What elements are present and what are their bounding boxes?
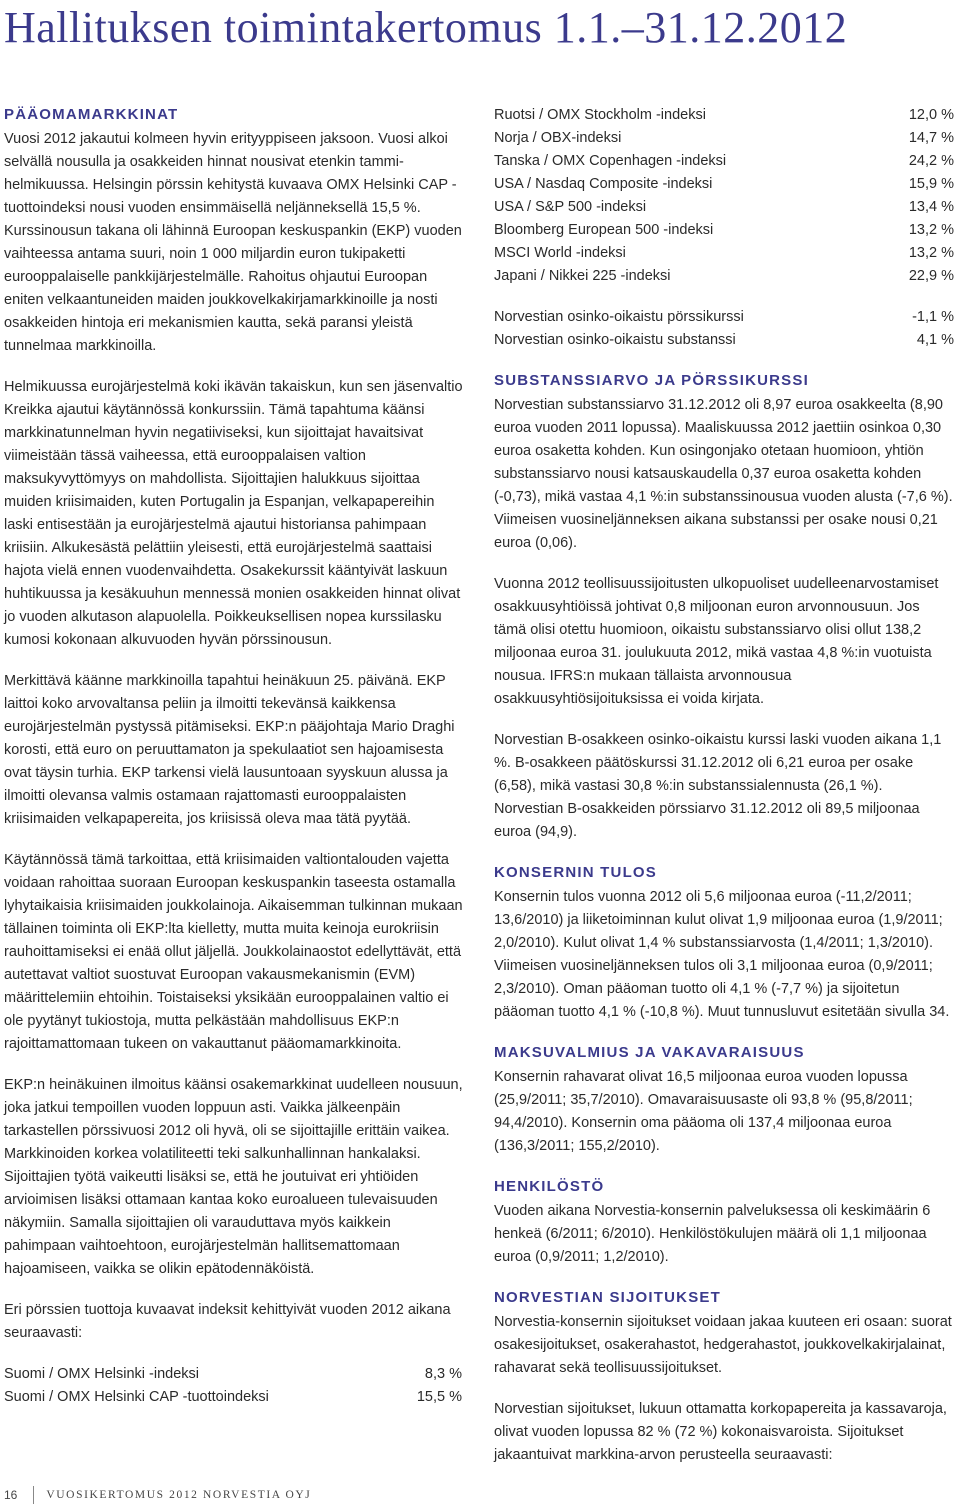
section-heading-liquidity: MAKSUVALMIUS JA VAKAVARAISUUS — [494, 1044, 805, 1061]
index-value: 13,2 % — [908, 245, 954, 261]
yield-row — [494, 306, 954, 329]
publication-name: VUOSIKERTOMUS 2012 NORVESTIA OYJ — [46, 1489, 312, 1501]
index-list-world — [494, 104, 954, 288]
index-label: Suomi / OMX Helsinki -indeksi — [4, 1366, 199, 1382]
index-label: Japani / Nikkei 225 -indeksi — [494, 268, 671, 284]
index-label: MSCI World -indeksi — [494, 245, 626, 261]
paragraph: Eri pörssien tuottoja kuvaavat indeksit kehittyivät vuoden 2012 aikana seuraavasti: — [4, 1302, 451, 1341]
index-value: 15,9 % — [908, 176, 954, 192]
footer-divider — [33, 1486, 34, 1504]
paragraph: Konsernin tulos vuonna 2012 oli 5,6 miljoonaa euroa (-11,2/2011; 13,6/2010) ja liiketoiminnan kulut olivat 1,9 miljoonaa euroa (1,9/2011; 2,0/2010). Kulut olivat 1,4 % substanssiarvosta (1,4/2011; 1,3/2010). Viimeisen vuosineljänneksen tulos oli 3,1 miljoonaa euroa (0,9/2011; 2,3/2010). Oman pääoman tuotto oli 4,1 % (-7,7 %) ja sijoitetun pääoman tuotto 4,1 % (-10,8 %). Muut tunnusluvut esitetään sivulla 34. — [494, 889, 950, 1020]
section-heading-capital-markets: PÄÄOMAMARKKINAT — [4, 106, 179, 123]
paragraph: Vuonna 2012 teollisuussijoitusten ulkopuoliset uudelleenarvostamiset osakkuusyhtiöissä johtivat 0,8 miljoonan euron arvonnousuun. Jos tämä olisi otettu huomioon, oikaistu substanssiarvo olisi ollut 138,2 miljoonaa euroa 31. joulukuuta 2012, mikä vastaa 4,8 %:in vuotuista nousua. IFRS:n mukaan tällaista arvonnousua osakkuusyhtiösijoituksissa ei voida kirjata. — [494, 576, 939, 707]
index-value: 13,4 % — [908, 199, 954, 215]
index-value: 22,9 % — [908, 268, 954, 284]
paragraph: Käytännössä tämä tarkoittaa, että kriisimaiden valtiontalouden vajetta voidaan rahoittaa suoraan Euroopan keskuspankin taseesta ostamalla lyhytaikaisia kriisimaiden joukkolainoja. Aikaisemman tulkinnan mukaan tällainen toiminta oli EKP:lta kielletty, mutta muita keinoja eurokriisin rauhoittamiseksi ei enää ollut jäljellä. Joukkolainaostot edellyttävät, että autettavat valtiot suostuvat Euroopan vakausmekanismin (EVM) määrittelemiin ehtoihin. Toistaiseksi yksikään eurooppalainen valtio ei ole pyytänyt tukiostoja, mutta pelkästään mahdollisuus EKP:n rajoittamattomaan tukeen on vakauttanut pääomamarkkinoita. — [4, 852, 463, 1052]
section-heading-group-result: KONSERNIN TULOS — [494, 864, 658, 881]
paragraph: EKP:n heinäkuinen ilmoitus käänsi osakemarkkinat uudelleen nousuun, joka jatkui tempoillen vuoden loppuun asti. Vaikka jälkeenpäin tarkastellen pörssivuosi 2012 oli hyvä, oli se sijoittajille erittäin vaikea. Markkinoiden korkea volatiliteetti teki salkunhallinnan hankalaksi. Sijoittajien työtä vaikeutti lisäksi se, että he joutuivat eri yhtiöiden arvioimisen lisäksi ottamaan kantaa koko euroalueen tulevaisuuden näkymiin. Samalla sijoittajien oli varauduttava myös kaikkein pahimpaan vaihtoehtoon, eurojärjestelmän hallitsemattomaan hajoamiseen, vaikka se olikin epätodennäköistä. — [4, 1077, 463, 1277]
index-row — [4, 1386, 462, 1409]
index-value: 8,3 % — [424, 1366, 462, 1382]
paragraph: Vuoden aikana Norvestia-konsernin palveluksessa oli keskimäärin 6 henkeä (6/2011; 6/2010). Henkilöstökulujen määrä oli 1,1 miljoonaa euroa (0,9/2011; 1,2/2010). — [494, 1203, 931, 1265]
yield-list — [494, 306, 954, 352]
section-heading-investments: NORVESTIAN SIJOITUKSET — [494, 1289, 721, 1306]
index-value: 13,2 % — [908, 222, 954, 238]
paragraph: Helmikuussa eurojärjestelmä koki ikävän takaiskun, kun sen jäsenvaltio Kreikka ajautui käytännössä konkurssiin. Tämä tapahtuma käänsi markkinatunnelman hyvin negatiiviseksi, kun sijoittajat havaitsivat viimeistään tässä vaiheessa, että eurooppalaisen valtion maksukyvyttömyys on mahdollista. Sijoittajien halukkuus sijoittaa muiden kriisimaiden, kuten Portugalin ja Espanjan, velkapapereihin laski entisestään ja eurojärjestelmä ajautui historiansa pahimpaan kriisiin. Alkukesästä pelättiin yleisesti, että eurojärjestelmä saattaisi hajota vielä ennen vuodenvaihdetta. Osakekurssit kääntyivät laskuun huhtikuussa ja kesäkuuhun mennessä monien osakkeiden hinnat olivat jo vuoden alkutason alapuolella. Poikkeuksellisen nopea kurssilasku kumosi kokonaan alkuvuoden hyvän pörssinousun. — [4, 379, 463, 648]
right-column — [494, 104, 954, 1485]
index-row — [4, 1363, 462, 1386]
page-footer — [4, 1486, 311, 1504]
yield-value: 4,1 % — [916, 332, 954, 348]
paragraph: Vuosi 2012 jakautui kolmeen hyvin erityyppiseen jaksoon. Vuosi alkoi selvällä nousulla ja osakkeiden hinnat nousivat etenkin tammi-helmikuussa. Helsingin pörssin kehitystä kuvaava OMX Helsinki CAP -tuottoindeksi nousi vuoden ensimmäisellä neljänneksellä 15,5 %. Kurssinousun takana oli lähinnä Euroopan keskuspankin (EKP) vuoden vaihteessa antama suuri, noin 1 000 miljardin euron tukipaketti eurooppalaiselle pankkijärjestelmälle. Rahoitus ohjautui Euroopan eniten velkaantuneiden maiden joukkovelkakirjamarkkinoille ja nosti osakkeiden hintoja eri mekanismien kautta, sekä paransi yleistä tunnelmaa markkinoilla. — [4, 131, 462, 354]
paragraph: Norvestia-konsernin sijoitukset voidaan jakaa kuuteen eri osaan: suorat osakesijoitukset, osakerahastot, hedgerahastot, joukkovelkakirjalainat, rahavarat sekä teollisuussijoitukset. — [494, 1314, 952, 1376]
index-row — [494, 150, 954, 173]
yield-label: Norvestian osinko-oikaistu pörssikurssi — [494, 309, 744, 325]
index-label: Tanska / OMX Copenhagen -indeksi — [494, 153, 727, 169]
index-row — [494, 104, 954, 127]
yield-row — [494, 329, 954, 352]
index-row — [494, 242, 954, 265]
index-label: Suomi / OMX Helsinki CAP -tuottoindeksi — [4, 1389, 269, 1405]
index-row — [494, 127, 954, 150]
paragraph: Merkittävä käänne markkinoilla tapahtui heinäkuun 25. päivänä. EKP laittoi koko arvovaltansa peliin ja ilmoitti tekevänsä kaikkensa eurojärjestelmän pystyssä pitämiseksi. EKP:n pääjohtaja Mario Draghi korosti, että euro on peruuttamaton ja spekulaatiot sen hajoamisesta ovat täysin turhia. EKP tarkensi vielä lausuntoaan syyskuun alussa ja ilmoitti olevansa valmis ostamaan rajattomasti eurooppalaisten kriisimaiden velkapapereita, jos kriisissä oleva maa tätä pyytää. — [4, 673, 455, 827]
section-heading-staff: HENKILÖSTÖ — [494, 1178, 605, 1195]
page-number: 16 — [4, 1488, 18, 1502]
section-heading-substance: SUBSTANSSIARVO JA PÖRSSIKURSSI — [494, 372, 809, 389]
index-value: 14,7 % — [908, 130, 954, 146]
index-list-finland — [4, 1363, 462, 1409]
index-label: USA / S&P 500 -indeksi — [494, 199, 647, 215]
index-row — [494, 173, 954, 196]
index-label: USA / Nasdaq Composite -indeksi — [494, 176, 713, 192]
yield-value: -1,1 % — [912, 309, 954, 325]
paragraph: Norvestian substanssiarvo 31.12.2012 oli 8,97 euroa osakkeelta (8,90 euroa vuoden 2011 lopussa). Maaliskuussa 2012 jaettiin osinkoa 0,30 euroa osaketta kohden. Kun osingonjako otetaan huomioon, yhtiön substanssiarvo nousi katsauskaudella 0,37 euroa osaketta kohden (-0,73), mikä vastaa 4,1 %:in substanssinousua vuoden alusta (-7,6 %). Viimeisen vuosineljänneksen aikana substanssi per osake nousi 0,21 euroa (0,06). — [494, 397, 953, 551]
yield-label: Norvestian osinko-oikaistu substanssi — [494, 332, 736, 348]
index-row — [494, 219, 954, 242]
left-column — [4, 104, 465, 1427]
index-label: Bloomberg European 500 -indeksi — [494, 222, 714, 238]
page-title: Hallituksen toimintakertomus 1.1.–31.12.2012 — [4, 3, 848, 52]
index-value: 15,5 % — [416, 1389, 462, 1405]
paragraph: Norvestian sijoitukset, lukuun ottamatta korkopapereita ja kassavaroja, olivat vuoden lopussa 82 % (72 %) kokonaisvaroista. Sijoitukset jakaantuivat markkina-arvon perusteella seuraavasti: — [494, 1401, 947, 1463]
paragraph: Norvestian B-osakkeen osinko-oikaistu kurssi laski vuoden aikana 1,1 %. B-osakkeen päätöskurssi 31.12.2012 oli 6,21 euroa per osake (6,58), mikä vastasi 30,8 %:in substanssialennusta (26,1 %). Norvestian B-osakkeiden pörssiarvo 31.12.2012 oli 89,5 miljoonaa euroa (94,9). — [494, 732, 942, 840]
index-label: Ruotsi / OMX Stockholm -indeksi — [494, 107, 706, 123]
index-label: Norja / OBX-indeksi — [494, 130, 622, 146]
index-row — [494, 196, 954, 219]
paragraph: Konsernin rahavarat olivat 16,5 miljoonaa euroa vuoden lopussa (25,9/2011; 35,7/2010). Omavaraisuusaste oli 93,8 % (95,8/2011; 94,4/2010). Konsernin oma pääoma oli 137,4 miljoonaa euroa (136,3/2011; 155,2/2010). — [494, 1069, 913, 1154]
index-value: 24,2 % — [908, 153, 954, 169]
index-row — [494, 265, 954, 288]
index-value: 12,0 % — [908, 107, 954, 123]
